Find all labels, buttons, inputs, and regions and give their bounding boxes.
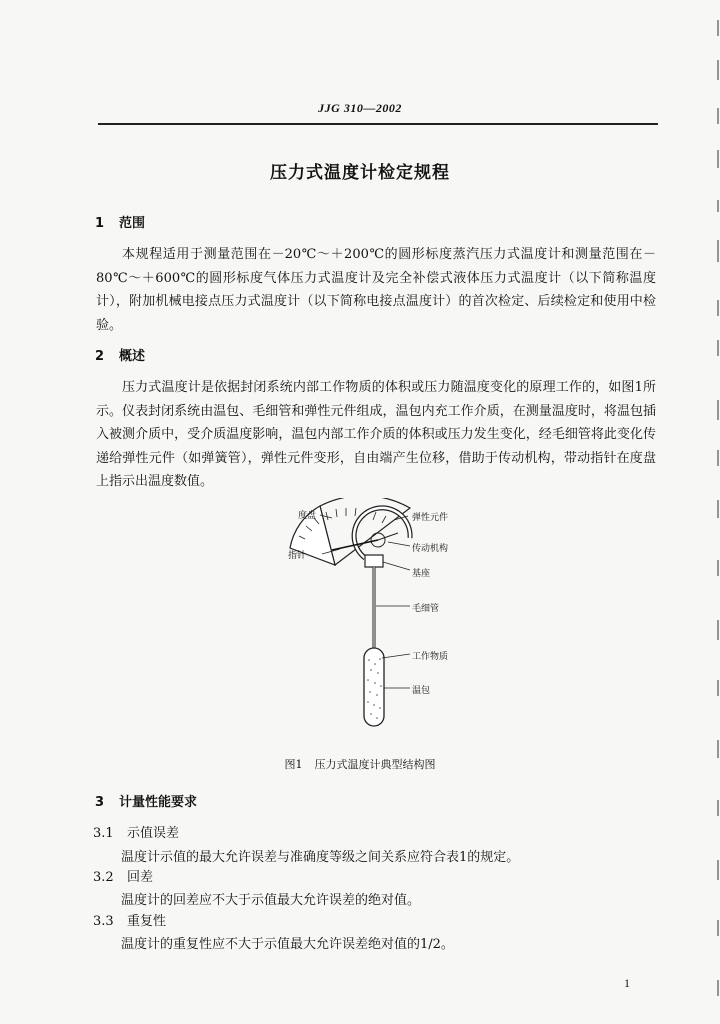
subsection-title: 重复性 bbox=[127, 914, 167, 929]
section-1-paragraph: 本规程适用于测量范围在－20℃～＋200℃的圆形标度蒸汽压力式温度计和测量范围在－80℃～＋600℃的圆形标度气体压力式温度计及完全补偿式液体压力式温度计（以下简称温度计），附加机械电接点压力式温度计（以下简称电接点温度计）的首次检定、后续检定和使用中检验。 bbox=[96, 247, 656, 333]
figure-caption-number: 图1 bbox=[284, 758, 303, 771]
section-2-paragraph: 压力式温度计是依据封闭系统内部工作物质的体积或压力随温度变化的原理工作的，如图1所示。仪表封闭系统由温包、毛细管和弹性元件组成，温包内充工作介质，在测量温度时，将温包插入被测介质中，受介质温度影响，温包内部工作介质的体积或压力发生变化，经毛细管将此变化传递给弹性元件（如弹簧管），弹性元件变形，自由端产生位移，借助于传动机构，带动指针在度盘上指示出温度数值。 bbox=[96, 380, 656, 489]
subsection-3-1-text: 温度计示值的最大允许误差与准确度等级之间关系应符合表1的规定。 bbox=[121, 850, 520, 865]
label-medium: 工作物质 bbox=[412, 652, 449, 662]
subsection-3-2-heading bbox=[93, 866, 153, 885]
subsection-3-1-heading bbox=[93, 822, 179, 841]
subsection-title: 示值误差 bbox=[127, 826, 180, 841]
section-1-heading bbox=[95, 212, 145, 231]
bulb-shape bbox=[364, 648, 384, 726]
page-number: 1 bbox=[624, 976, 630, 990]
label-base: 基座 bbox=[412, 569, 431, 579]
label-transmission: 传动机构 bbox=[412, 544, 449, 554]
subsection-3-2-text: 温度计的回差应不大于示值最大允许误差的绝对值。 bbox=[121, 893, 421, 908]
section-2-heading bbox=[95, 345, 145, 364]
subsection-title: 回差 bbox=[127, 870, 154, 885]
page-title: 压力式温度计检定规程 bbox=[270, 163, 450, 183]
scan-edge-marks bbox=[716, 0, 720, 1024]
thermometer-diagram bbox=[270, 498, 500, 738]
label-bulb: 温包 bbox=[412, 686, 431, 696]
subsection-number: 3.3 bbox=[93, 914, 114, 929]
base-block bbox=[365, 555, 383, 567]
section-1-title: 范围 bbox=[119, 216, 146, 231]
section-1-number: 1 bbox=[95, 216, 105, 231]
figure-caption-text: 压力式温度计典型结构图 bbox=[314, 758, 436, 771]
header-rule bbox=[98, 123, 658, 125]
section-2-title: 概述 bbox=[119, 349, 146, 364]
section-3-heading bbox=[95, 791, 197, 810]
section-3-title: 计量性能要求 bbox=[119, 795, 198, 810]
section-2-number: 2 bbox=[95, 349, 105, 364]
figure-caption bbox=[0, 756, 720, 772]
label-capillary: 毛细管 bbox=[412, 604, 440, 614]
subsection-number: 3.2 bbox=[93, 870, 114, 885]
section-3-number: 3 bbox=[95, 795, 105, 810]
figure-1 bbox=[270, 498, 500, 738]
label-pointer: 指针 bbox=[288, 551, 307, 561]
subsection-3-3-text: 温度计的重复性应不大于示值最大允许误差绝对值的1/2。 bbox=[121, 937, 454, 952]
subsection-number: 3.1 bbox=[93, 826, 114, 841]
subsection-3-3-heading bbox=[93, 910, 166, 929]
standard-code: JJG 310—2002 bbox=[318, 101, 402, 115]
label-dial: 度盘 bbox=[298, 511, 317, 521]
label-elastic: 弹性元件 bbox=[412, 513, 449, 523]
